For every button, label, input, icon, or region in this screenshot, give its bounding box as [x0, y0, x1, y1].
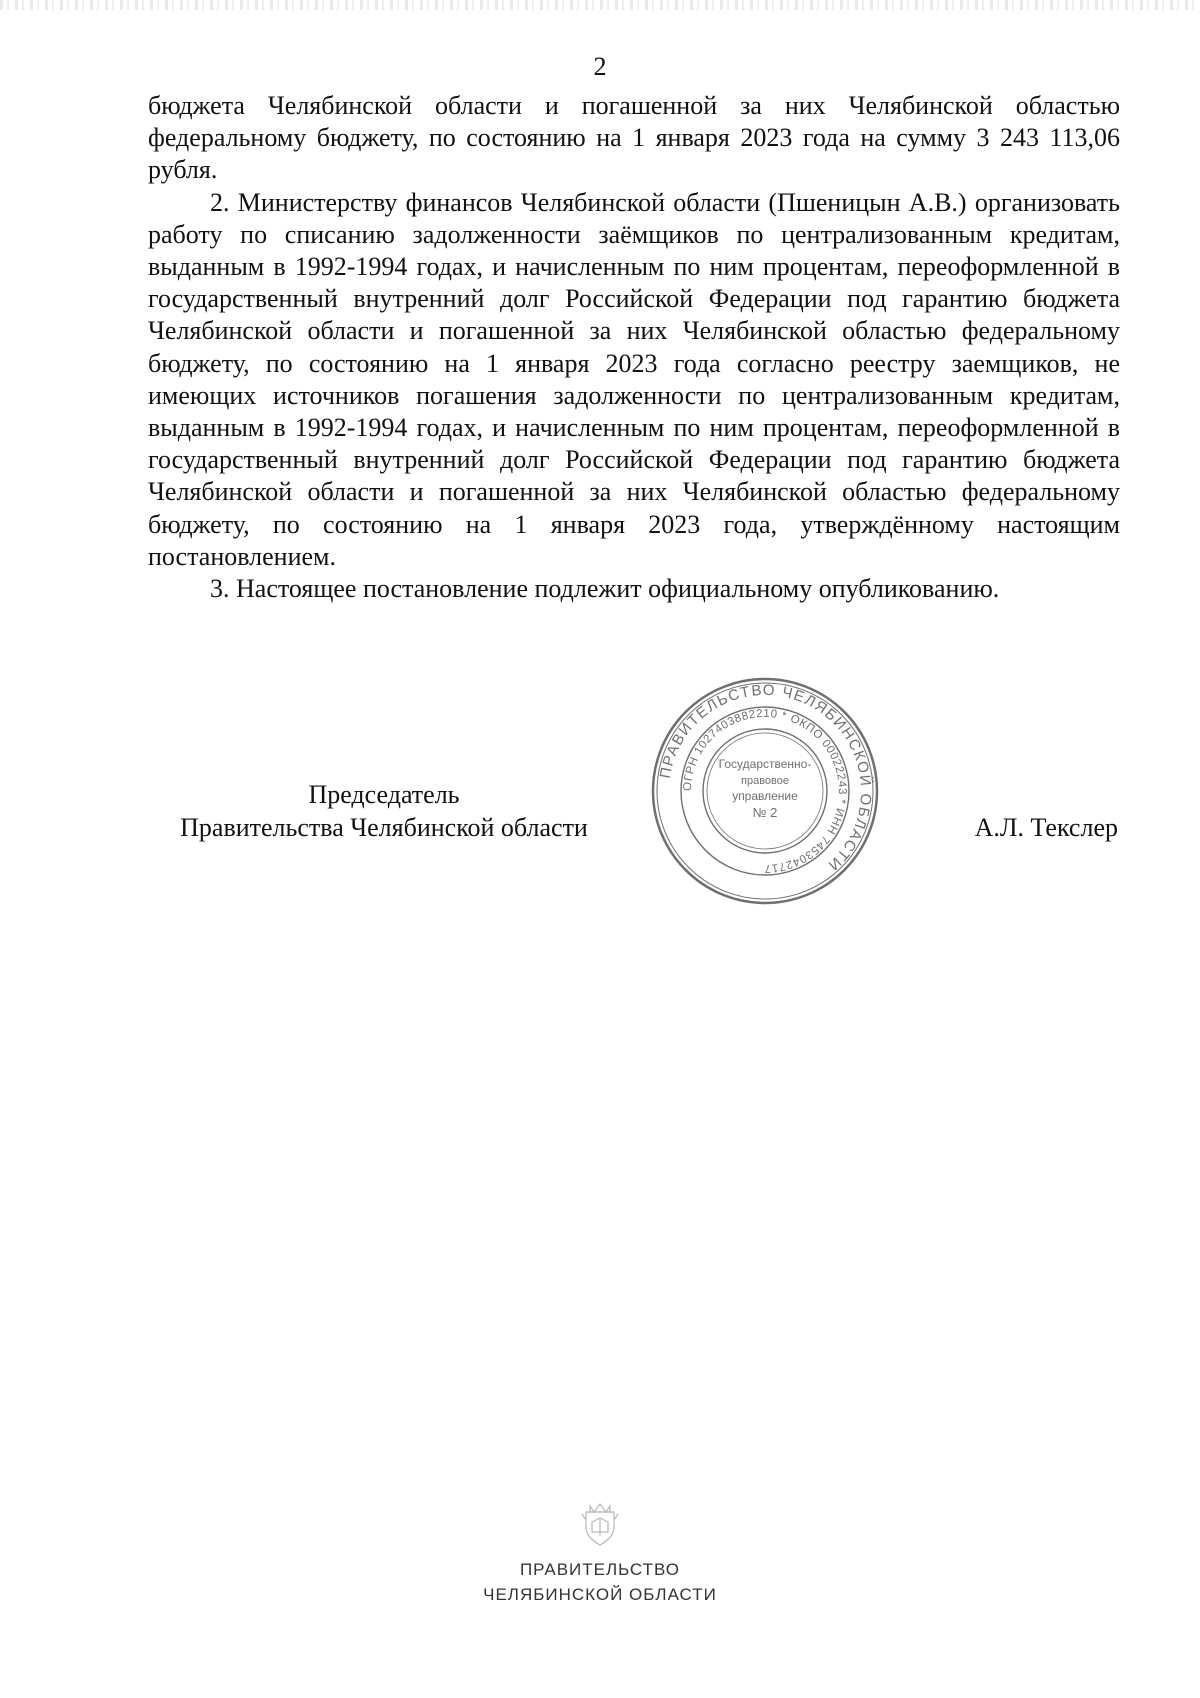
official-seal-stamp — [650, 676, 880, 906]
stamp-outer-text: ПРАВИТЕЛЬСТВО ЧЕЛЯБИНСКОЙ ОБЛАСТИ — [656, 681, 875, 875]
page-number: 2 — [593, 52, 607, 81]
scan-edge-noise — [0, 0, 1200, 10]
signatory-title — [148, 778, 620, 844]
stamp-center-line-3: управление — [732, 789, 798, 803]
paragraph-2: 2. Министерству финансов Челябинской области (Пшеницын А.В.) организовать работу по списанию задолженности заёмщиков по централизованным кредитам, выданным в 1992-1994 годах, и начисленным по ним процентам, переоформленной в государственный внутренний долг Российской Федерации под гарантию бюджета Челябинской области и погашенной за них Челябинской областью федеральному бюджету, по состоянию на 1 января 2023 года согласно реестру заемщиков, не имеющих источников погашения задолженности по централизованным кредитам, выданным в 1992-1994 годах, и начисленным по ним процентам, переоформленной в государственный внутренний долг Российской Федерации под гарантию бюджета Челябинской области и погашенной за них Челябинской областью федеральному бюджету, по состоянию на 1 января 2023 года, утверждённому настоящим постановлением. — [148, 187, 1120, 571]
footer-org-line-2: ЧЕЛЯБИНСКОЙ ОБЛАСТИ — [483, 1585, 717, 1604]
footer-org-line-1: ПРАВИТЕЛЬСТВО — [519, 1560, 681, 1579]
signatory-name: А.Л. Текслер — [974, 813, 1118, 842]
signatory-title-line-2: Правительства Челябинской области — [180, 813, 588, 842]
signatory-title-line-1: Председатель — [308, 780, 460, 809]
stamp-center-line-1: Государственно- — [718, 757, 812, 771]
document-body — [148, 90, 1120, 605]
stamp-center-line-4: № 2 — [752, 805, 778, 820]
stamp-center-line-2: правовое — [741, 775, 789, 787]
stamp-ring-text: ОГРН 1027403882210 * ОКПО 00022243 * ИНН 7453042717 — [681, 707, 849, 875]
paragraph-3: 3. Настоящее постановление подлежит официальному опубликованию. — [210, 574, 1000, 604]
paragraph-1: бюджета Челябинской области и погашенной за них Челябинской областью федеральному бюджету, по состоянию на 1 января 2023 года на сумму 3 243 113,06 рубля. — [148, 91, 1120, 185]
coat-of-arms-icon — [578, 1500, 622, 1548]
